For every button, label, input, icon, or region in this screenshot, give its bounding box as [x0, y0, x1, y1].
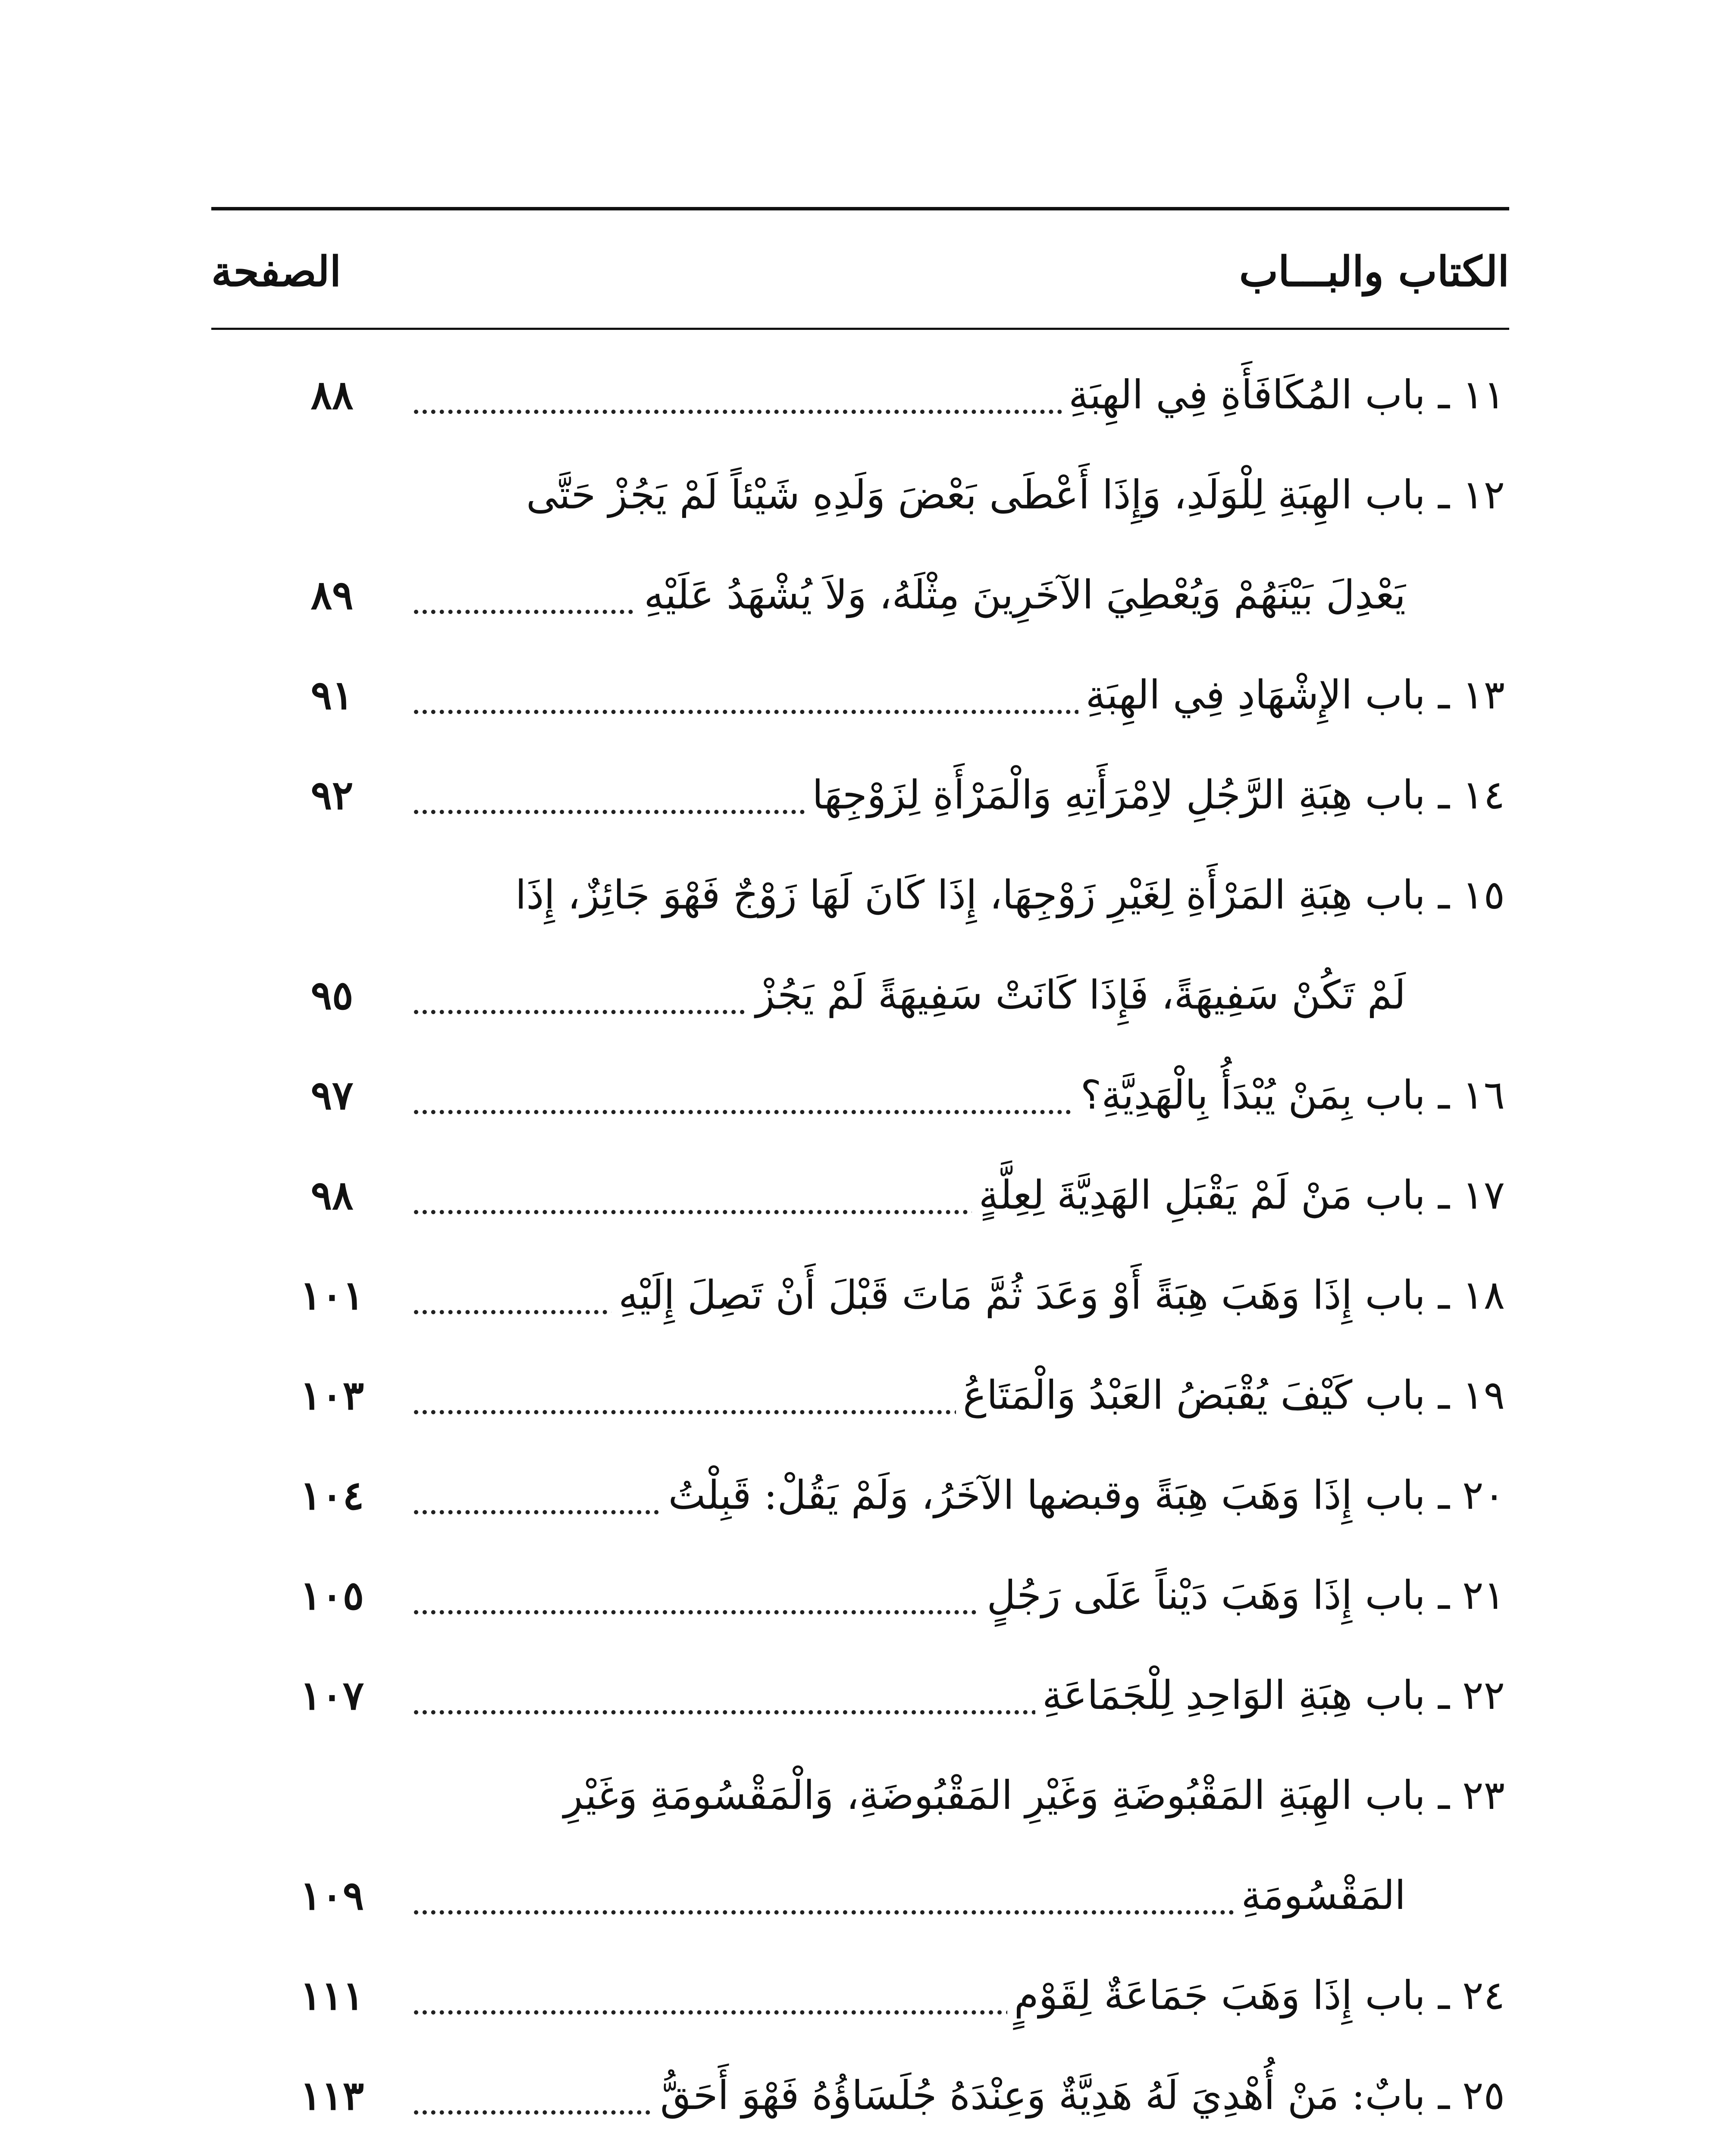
toc-entry-line: [211, 845, 1509, 945]
toc-entry-line: [211, 1745, 1509, 1846]
toc-entry[interactable]: [211, 645, 1509, 745]
toc-entry[interactable]: [211, 745, 1509, 845]
toc-entry-page: ١٠٩: [300, 1872, 364, 1919]
toc-entry[interactable]: [211, 1545, 1509, 1645]
toc-entry[interactable]: [211, 1946, 1509, 2046]
header-top-rule: [211, 207, 1509, 210]
toc-entry-line: [211, 1846, 1509, 1946]
toc-entry-title: المَقْسُومَةِ: [1234, 1846, 1406, 1946]
toc-entry[interactable]: [211, 345, 1509, 445]
toc-entry-line: [211, 645, 1509, 745]
toc-entry-line: [211, 1545, 1509, 1645]
toc-entry-line: [211, 1345, 1509, 1445]
header-bottom-rule: [211, 328, 1509, 330]
toc-entry-title: ١٨ ـ باب إِذَا وَهَبَ هِبَةً أَوْ وَعَدَ ثُمَّ مَاتَ قَبْلَ أَنْ تَصِلَ إِلَيْهِ: [611, 1245, 1505, 1345]
toc-entry-title: ١٢ ـ باب الهِبَةِ لِلْوَلَدِ، وَإِذَا أَعْطَى بَعْضَ وَلَدِهِ شَيْئاً لَمْ يَجُزْ حَتَّى: [519, 445, 1505, 545]
toc-entry[interactable]: [211, 1745, 1509, 1946]
toc-entry-page: ٨٩: [310, 572, 354, 618]
toc-entry-page: ١٠٥: [300, 1572, 364, 1619]
header-title: الكتاب والبـــاب: [1239, 247, 1509, 296]
toc-entry-title: [692, 2146, 1505, 2156]
toc-entry-title: ٢٢ ـ باب هِبَةِ الوَاحِدِ لِلْجَمَاعَةِ: [1035, 1645, 1505, 1745]
toc-entry-page: ٩٥: [310, 972, 354, 1018]
toc-entry[interactable]: [211, 1445, 1509, 1545]
toc-entry-title: ١٧ ـ باب مَنْ لَمْ يَقْبَلِ الهَدِيَّةَ لِعِلَّةٍ: [972, 1145, 1505, 1245]
toc-entry-title: ١٣ ـ باب الإِشْهَادِ فِي الهِبَةِ: [1078, 645, 1505, 745]
toc-entry[interactable]: [211, 845, 1509, 1045]
toc-entry-page: ١٠٣: [300, 1372, 364, 1419]
toc-entry-page: ١٠٤: [300, 1472, 364, 1519]
toc-entry[interactable]: [211, 1645, 1509, 1745]
toc-entry-page: ١٠١: [300, 1272, 364, 1319]
toc-entry-title: ٢٠ ـ باب إِذَا وَهَبَ هِبَةً وقبضها الآخَرُ، وَلَمْ يَقُلْ: قَبِلْتُ: [661, 1445, 1505, 1545]
toc-header: [211, 233, 1509, 310]
toc-entry-line: [211, 1445, 1509, 1545]
toc-entry-page: ١١٣: [300, 2072, 364, 2119]
toc-entry-page: ٩٧: [310, 1072, 354, 1119]
toc-entry-page: ١١١: [300, 1972, 364, 2019]
toc-entry-page: ٩١: [310, 672, 354, 718]
dot-leader: [414, 1910, 1354, 1915]
toc-entry-title: ١٥ ـ باب هِبَةِ المَرْأَةِ لِغَيْرِ زَوْجِهَا، إِذَا كَانَ لَهَا زَوْجٌ فَهْوَ جَائِزٌ، إِذَا: [508, 845, 1505, 945]
toc-entry[interactable]: [211, 1145, 1509, 1245]
toc-entry-title: ٢٥ ـ بابٌ: مَنْ أُهْدِيَ لَهُ هَدِيَّةٌ وَعِنْدَهُ جُلَسَاؤُهُ فَهْوَ أَحَقُّ: [653, 2046, 1505, 2146]
toc-entry-line: [211, 1145, 1509, 1245]
toc-entry-title: لَمْ تَكُنْ سَفِيهَةً، فَإِذَا كَانَتْ سَفِيهَةً لَمْ يَجُزْ: [749, 945, 1406, 1045]
toc-entry-line: [211, 445, 1509, 545]
toc-entry-line: [211, 1045, 1509, 1145]
toc-entry-title: يَعْدِلَ بَيْنَهُمْ وَيُعْطِيَ الآخَرِينَ مِثْلَهُ، وَلاَ يُشْهَدُ عَلَيْهِ: [637, 545, 1406, 645]
toc-entry[interactable]: [211, 2146, 1509, 2156]
toc-entry-title: ٢٤ ـ باب إِذَا وَهَبَ جَمَاعَةٌ لِقَوْمٍ: [1007, 1946, 1505, 2046]
toc-entry-line: [211, 1946, 1509, 2046]
toc-entry-page: ٩٨: [310, 1172, 354, 1219]
toc-entry[interactable]: [211, 1345, 1509, 1445]
toc-entry-page: [267, 2146, 397, 2156]
toc-entry[interactable]: [211, 1045, 1509, 1145]
toc-entry-line: [211, 945, 1509, 1045]
toc-entry-line: [211, 2046, 1509, 2146]
toc-entry-line: [211, 345, 1509, 445]
toc-entry[interactable]: [211, 2046, 1509, 2146]
toc-entry[interactable]: [211, 445, 1509, 645]
toc-entry-page: ١٠٧: [300, 1672, 364, 1719]
toc-entry-line: [211, 1245, 1509, 1345]
toc-entry-title: ٢٣ ـ باب الهِبَةِ المَقْبُوضَةِ وَغَيْرِ المَقْبُوضَةِ، وَالْمَقْسُومَةِ وَغَيْرِ: [557, 1745, 1505, 1846]
toc-entry-line: [211, 745, 1509, 845]
toc-entry-title: ١٩ ـ باب كَيْفَ يُقْبَضُ العَبْدُ وَالْمَتَاعُ: [956, 1345, 1505, 1445]
toc-entry-line: [211, 2146, 1509, 2156]
toc-list: [211, 345, 1509, 2156]
toc-entry-title: ١١ ـ باب المُكَافَأَةِ فِي الهِبَةِ: [1062, 345, 1505, 445]
toc-entry-title: ١٤ ـ باب هِبَةِ الرَّجُلِ لاِمْرَأَتِهِ وَالْمَرْأَةِ لِزَوْجِهَا: [805, 745, 1505, 845]
toc-entry-line: [211, 545, 1509, 645]
toc-entry-page: ٨٨: [310, 372, 354, 418]
toc-entry[interactable]: [211, 1245, 1509, 1345]
toc-entry-title: ١٦ ـ باب بِمَنْ يُبْدَأُ بِالْهَدِيَّةِ؟: [1074, 1045, 1505, 1145]
toc-entry-line: [211, 1645, 1509, 1745]
toc-entry-page: ٩٢: [310, 772, 354, 818]
header-page-column: الصفحة: [211, 247, 342, 296]
toc-entry-title: ٢١ ـ باب إِذَا وَهَبَ دَيْناً عَلَى رَجُلٍ: [980, 1545, 1505, 1645]
